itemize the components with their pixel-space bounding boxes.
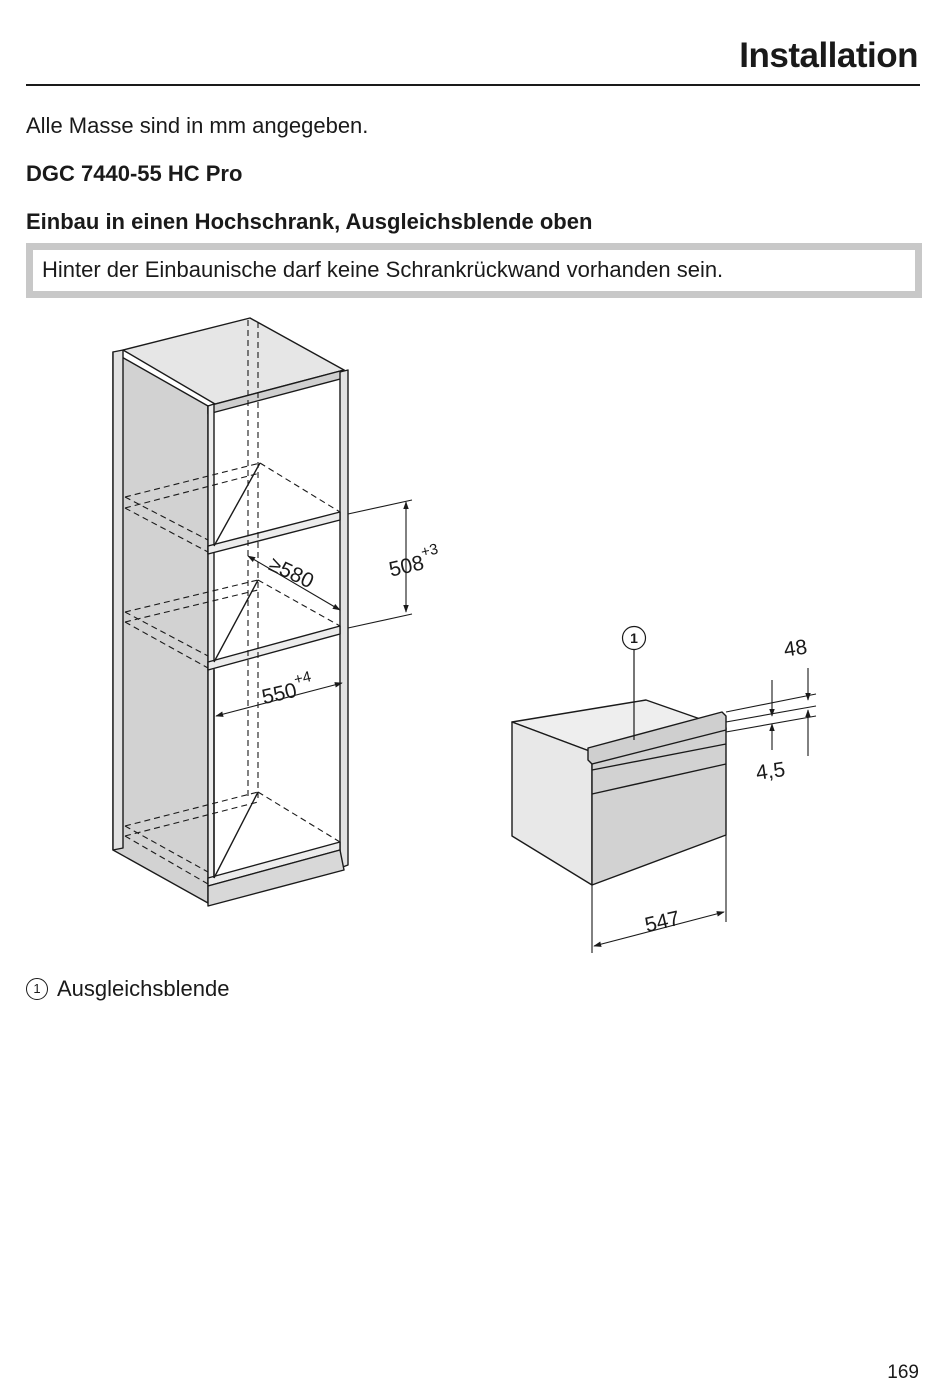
installation-subheading: Einbau in einen Hochschrank, Ausgleichsblende oben [26, 209, 593, 234]
dim-panel-label: 48 [782, 635, 809, 662]
legend-label: Ausgleichsblende [57, 976, 230, 1001]
model-heading: DGC 7440-55 HC Pro [26, 161, 243, 186]
cabinet-shelf-1 [208, 512, 340, 554]
cabinet-left-panel [113, 352, 208, 903]
cabinet-left-panel-edge [113, 350, 123, 850]
dim-appliance-width-label: 547 [642, 906, 683, 938]
section-title: Installation [739, 36, 918, 75]
legend [26, 976, 229, 1002]
legend-marker: 1 [26, 978, 48, 1000]
cabinet-front-stile [208, 404, 214, 883]
dim-niche-width-label: $550^{+4}$ [259, 668, 313, 710]
dim-niche-height-label: $508^{+3}$ [386, 540, 440, 582]
dim-gap-label: 4,5 [754, 758, 787, 785]
tall-cabinet [113, 318, 348, 906]
intro-text: Alle Masse sind in mm angegeben. [26, 113, 369, 138]
dim-panel [726, 668, 816, 756]
appliance [512, 700, 726, 885]
page-number: 169 [887, 1362, 919, 1383]
cabinet-shelf-2 [208, 626, 340, 670]
cabinet-right-panel [340, 370, 348, 868]
dim-depth-label: ≥580 [265, 552, 318, 594]
callout-1-number: 1 [630, 630, 638, 646]
note-text: Hinter der Einbaunische darf keine Schrankrückwand vorhanden sein. [33, 250, 915, 291]
